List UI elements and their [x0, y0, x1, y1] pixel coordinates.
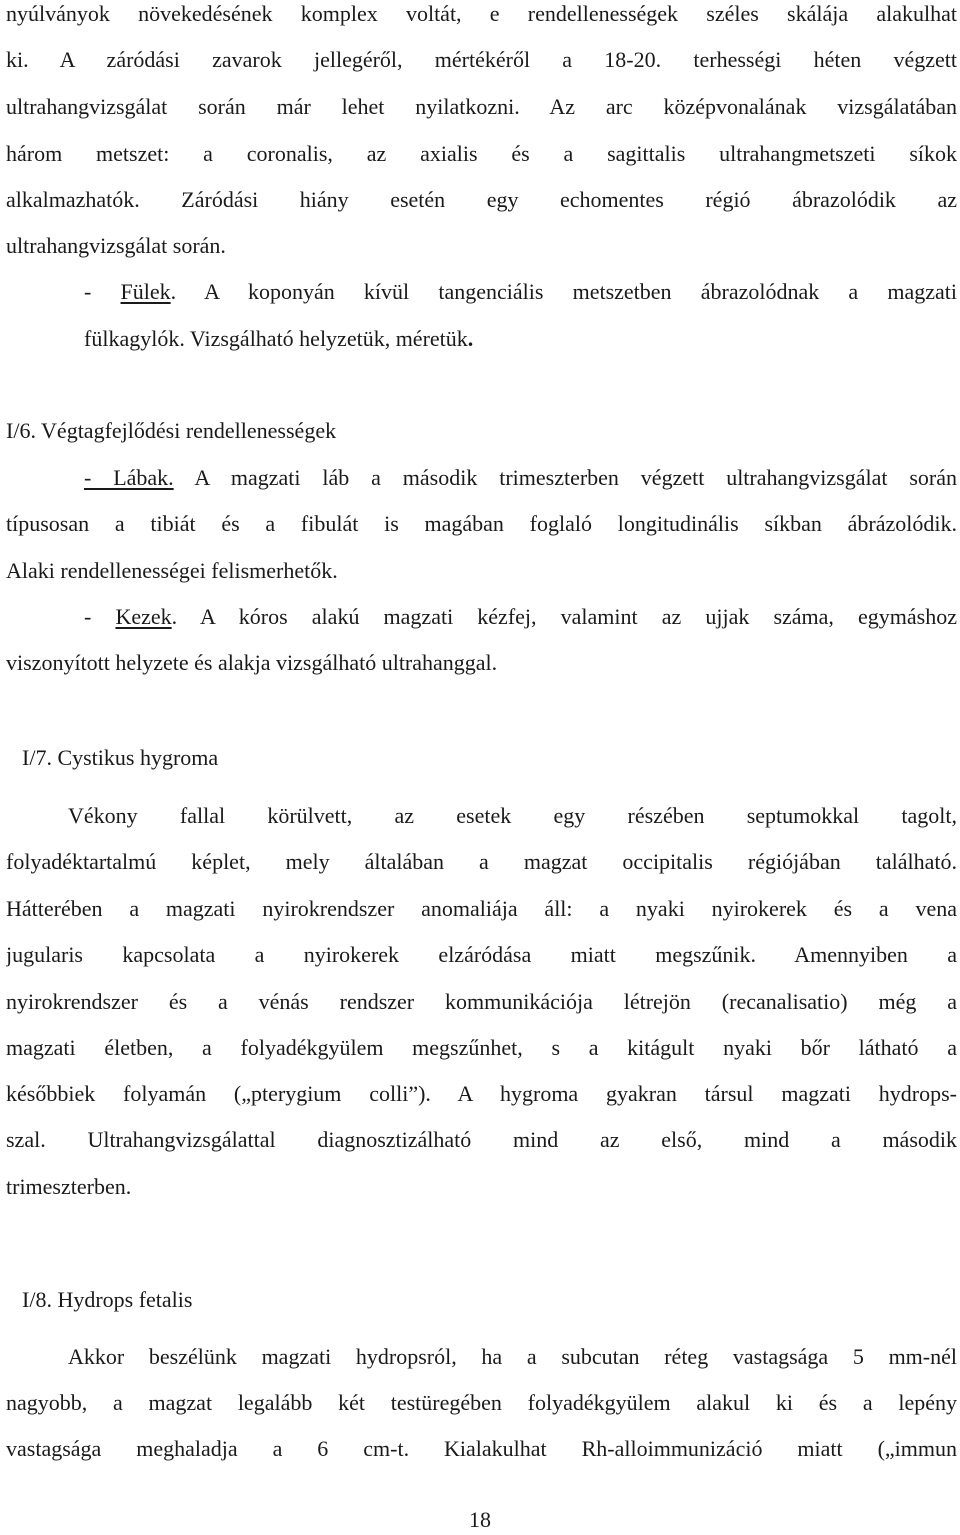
fulek-line	[84, 324, 957, 354]
list-dash: -	[84, 604, 116, 629]
paragraph-line: folyadéktartalmú képlet, mely általában a magzat occipitalis régiójában található.	[6, 849, 957, 874]
paragraph-line: nagyobb, a magzat legalább két testüregében folyadékgyülem alakul ki és a lepény	[6, 1390, 957, 1415]
fulek-line	[84, 277, 957, 307]
paragraph-line: ultrahangvizsgálat során már lehet nyilatkozni. Az arc középvonalának vizsgálatában	[6, 94, 957, 119]
fulek-text: fülkagylók. Vizsgálható helyzetük, méretük	[84, 326, 468, 351]
labak-term: - Lábak.	[84, 465, 174, 490]
kezek-line	[84, 602, 957, 632]
kezek-text: . A kóros alakú magzati kézfej, valamint az ujjak száma, egymáshoz	[171, 604, 957, 629]
section-heading-i7: I/7. Cystikus hygroma	[22, 745, 219, 770]
section-heading-i6: I/6. Végtagfejlődési rendellenességek	[6, 418, 337, 443]
paragraph-line: három metszet: a coronalis, az axialis és a sagittalis ultrahangmetszeti síkok	[6, 141, 957, 166]
paragraph-line: szal. Ultrahangvizsgálattal diagnosztizálható mind az első, mind a második	[6, 1127, 957, 1152]
fulek-term: Fülek	[120, 279, 171, 304]
fulek-text: . A koponyán kívül tangenciális metszetben ábrazolódnak a magzati	[170, 279, 957, 304]
paragraph-line: Akkor beszélünk magzati hydropsról, ha a subcutan réteg vastagsága 5 mm-nél	[68, 1344, 957, 1369]
paragraph-line: viszonyított helyzete és alakja vizsgálható ultrahanggal.	[6, 650, 498, 675]
paragraph-line: trimeszterben.	[6, 1174, 132, 1199]
paragraph-line: Alaki rendellenességei felismerhetők.	[6, 558, 338, 583]
paragraph-line: típusosan a tibiát és a fibulát is magában foglaló longitudinális síkban ábrázolódik.	[6, 511, 957, 536]
paragraph-line: ki. A záródási zavarok jellegéről, mértékéről a 18-20. terhességi héten végzett	[6, 47, 957, 72]
fulek-period: .	[467, 326, 474, 351]
paragraph-line: magzati életben, a folyadékgyülem megszűnhet, s a kitágult nyaki bőr látható a	[6, 1035, 957, 1060]
page-number: 18	[469, 1507, 491, 1532]
paragraph-line: vastagsága meghaladja a 6 cm-t. Kialakulhat Rh-alloimmunizáció miatt („immun	[6, 1436, 957, 1461]
paragraph-line: nyúlványok növekedésének komplex voltát, e rendellenességek széles skálája alakulhat	[6, 1, 957, 26]
kezek-term: Kezek	[115, 604, 172, 629]
paragraph-line: Hátterében a magzati nyirokrendszer anomaliája áll: a nyaki nyirokerek és a vena	[6, 896, 957, 921]
paragraph-line: alkalmazhatók. Záródási hiány esetén egy echomentes régió ábrazolódik az	[6, 187, 957, 212]
paragraph-line: Vékony fallal körülvett, az esetek egy részében septumokkal tagolt,	[68, 803, 957, 828]
paragraph-line: ultrahangvizsgálat során.	[6, 233, 226, 258]
labak-text: A magzati láb a második trimeszterben végzett ultrahangvizsgálat során	[173, 465, 957, 490]
section-heading-i8: I/8. Hydrops fetalis	[22, 1287, 193, 1312]
paragraph-line: jugularis kapcsolata a nyirokerek elzáródása miatt megszűnik. Amennyiben a	[6, 942, 957, 967]
labak-line	[84, 463, 957, 493]
list-dash: -	[84, 279, 121, 304]
paragraph-line: nyirokrendszer és a vénás rendszer kommunikációja létrejön (recanalisatio) még a	[6, 989, 957, 1014]
paragraph-line: későbbiek folyamán („pterygium colli”). A hygroma gyakran társul magzati hydrops-	[6, 1081, 957, 1106]
